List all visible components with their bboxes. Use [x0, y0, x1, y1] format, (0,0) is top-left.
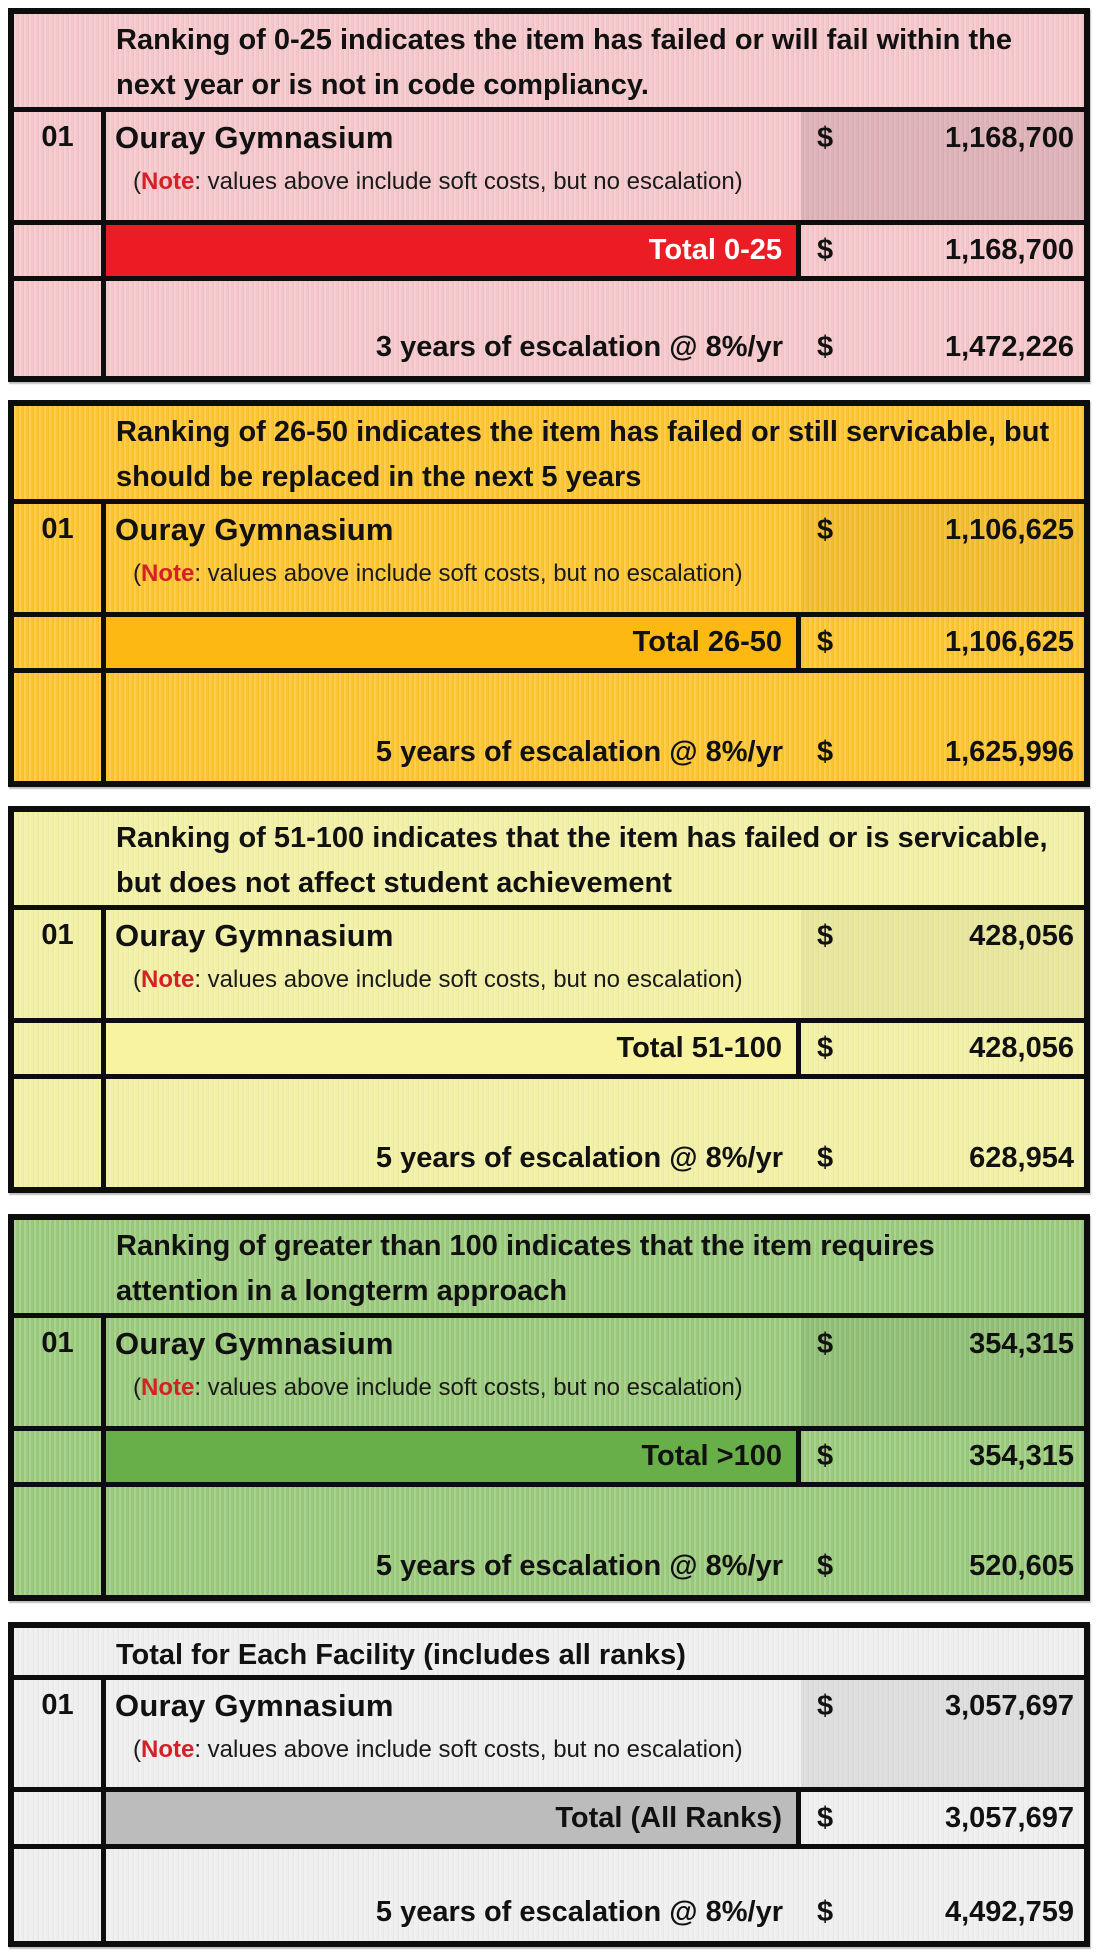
facility-amount: 1,106,625: [944, 514, 1074, 546]
note-highlight: Note: [141, 168, 195, 195]
facility-name: Ouray Gymnasium: [115, 120, 394, 155]
facility-amount-cell: [801, 910, 1084, 1018]
escalation-amount-cell: [801, 281, 1084, 376]
facility-name: Ouray Gymnasium: [115, 918, 394, 953]
empty-number-cell: [14, 1023, 106, 1074]
escalation-row: [14, 1079, 1084, 1187]
section-rank-26-50: [8, 400, 1090, 787]
total-label-bar: [106, 1023, 801, 1074]
total-amount: 1,106,625: [944, 626, 1074, 658]
total-amount-cell: [801, 1792, 1084, 1844]
section-header-row: [14, 406, 1084, 504]
escalation-amount: 4,492,759: [944, 1896, 1074, 1928]
note-prefix: (: [133, 1374, 141, 1401]
section-rank-51-100: [8, 806, 1090, 1193]
facility-cell: [106, 504, 801, 612]
total-amount-cell: [801, 225, 1084, 276]
escalation-label: 5 years of escalation @ 8%/yr: [375, 1550, 783, 1582]
escalation-label: 5 years of escalation @ 8%/yr: [375, 1896, 783, 1928]
note-highlight: Note: [141, 560, 195, 587]
currency-symbol: $: [817, 920, 834, 952]
currency-symbol: $: [817, 1440, 834, 1472]
section-header-text: Total for Each Facility (includes all ranks): [116, 1639, 686, 1671]
total-label: Total 51-100: [616, 1032, 782, 1064]
facility-row: [14, 910, 1084, 1023]
section-header-text: Ranking of 51-100 indicates that the item has failed or is servicable, but does not affect student achievement: [116, 822, 1048, 899]
note-text: [106, 1374, 801, 1402]
facility-row: [14, 1318, 1084, 1431]
note-rest: : values above include soft costs, but no escalation): [194, 168, 743, 195]
total-row: [14, 1431, 1084, 1487]
facility-amount: 428,056: [969, 920, 1074, 952]
currency-symbol: $: [817, 1142, 834, 1174]
section-header-text: Ranking of greater than 100 indicates that the item requires attention in a longterm approach: [116, 1230, 935, 1307]
facility-amount-cell: [801, 1680, 1084, 1787]
total-label-bar: [106, 617, 801, 668]
facility-amount-cell: [801, 112, 1084, 220]
currency-symbol: $: [817, 234, 834, 266]
currency-symbol: $: [817, 514, 834, 546]
note-text: [106, 560, 801, 588]
note-prefix: (: [133, 560, 141, 587]
total-label-bar: [106, 1792, 801, 1844]
facility-amount: 354,315: [969, 1328, 1074, 1360]
facility-amount: 3,057,697: [944, 1690, 1074, 1722]
facility-cell: [106, 1318, 801, 1426]
total-label: Total 0-25: [648, 234, 782, 266]
facility-number: 01: [14, 1318, 106, 1426]
facility-name: Ouray Gymnasium: [115, 1326, 394, 1361]
currency-symbol: $: [817, 1550, 834, 1582]
total-row: [14, 225, 1084, 281]
facility-amount: 1,168,700: [944, 122, 1074, 154]
total-amount-cell: [801, 1431, 1084, 1482]
facility-number: 01: [14, 1680, 106, 1787]
total-amount: 354,315: [969, 1440, 1074, 1472]
note-rest: : values above include soft costs, but no escalation): [194, 1374, 743, 1401]
empty-number-cell: [14, 225, 106, 276]
total-label-bar: [106, 225, 801, 276]
section-header-text: Ranking of 26-50 indicates the item has failed or still servicable, but should be replaced in the next 5 years: [116, 416, 1050, 493]
total-label: Total >100: [641, 1440, 782, 1472]
section-header-row: [14, 812, 1084, 910]
note-rest: : values above include soft costs, but no escalation): [194, 1736, 743, 1763]
escalation-amount: 1,472,226: [944, 331, 1074, 363]
empty-number-cell: [14, 1079, 106, 1187]
escalation-label: 5 years of escalation @ 8%/yr: [375, 736, 783, 768]
currency-symbol: $: [817, 1801, 834, 1834]
currency-symbol: $: [817, 331, 834, 363]
note-text: [106, 168, 801, 196]
facility-number: 01: [14, 910, 106, 1018]
total-row: [14, 1023, 1084, 1079]
escalation-amount-cell: [801, 673, 1084, 781]
total-amount: 3,057,697: [944, 1801, 1074, 1834]
section-header-text: Ranking of 0-25 indicates the item has failed or will fail within the next year or is not in code compliancy.: [116, 24, 1012, 101]
total-row: [14, 1792, 1084, 1849]
escalation-row: [14, 1849, 1084, 1941]
currency-symbol: $: [817, 1690, 834, 1722]
escalation-amount-cell: [801, 1079, 1084, 1187]
escalation-row: [14, 673, 1084, 781]
facility-amount-cell: [801, 1318, 1084, 1426]
note-prefix: (: [133, 966, 141, 993]
total-amount-cell: [801, 617, 1084, 668]
note-prefix: (: [133, 168, 141, 195]
total-amount: 428,056: [969, 1032, 1074, 1064]
escalation-amount: 520,605: [969, 1550, 1074, 1582]
facility-cell: [106, 1680, 801, 1787]
total-label: Total (All Ranks): [555, 1801, 782, 1834]
escalation-amount-cell: [801, 1849, 1084, 1941]
escalation-row: [14, 281, 1084, 376]
section-header-row: [14, 1628, 1084, 1680]
section-header-row: [14, 14, 1084, 112]
empty-number-cell: [14, 617, 106, 668]
section-header-row: [14, 1220, 1084, 1318]
empty-number-cell: [14, 281, 106, 376]
total-label-bar: [106, 1431, 801, 1482]
note-text: [106, 1736, 801, 1764]
facility-name: Ouray Gymnasium: [115, 1688, 394, 1723]
empty-number-cell: [14, 673, 106, 781]
empty-number-cell: [14, 1431, 106, 1482]
note-highlight: Note: [141, 1736, 195, 1763]
note-highlight: Note: [141, 966, 195, 993]
facility-row: [14, 112, 1084, 225]
empty-number-cell: [14, 1849, 106, 1941]
note-text: [106, 966, 801, 994]
escalation-row: [14, 1487, 1084, 1595]
empty-number-cell: [14, 1487, 106, 1595]
escalation-amount: 1,625,996: [944, 736, 1074, 768]
note-rest: : values above include soft costs, but no escalation): [194, 560, 743, 587]
facility-number: 01: [14, 504, 106, 612]
section-rank-gt-100: [8, 1214, 1090, 1601]
total-label: Total 26-50: [632, 626, 782, 658]
facility-row: [14, 1680, 1084, 1792]
facility-name: Ouray Gymnasium: [115, 512, 394, 547]
section-total-all-ranks: [8, 1622, 1090, 1947]
escalation-amount-cell: [801, 1487, 1084, 1595]
total-amount-cell: [801, 1023, 1084, 1074]
facility-cell: [106, 112, 801, 220]
facility-amount-cell: [801, 504, 1084, 612]
currency-symbol: $: [817, 1032, 834, 1064]
escalation-amount: 628,954: [969, 1142, 1074, 1174]
section-rank-0-25: [8, 8, 1090, 382]
currency-symbol: $: [817, 1328, 834, 1360]
total-amount: 1,168,700: [944, 234, 1074, 266]
note-prefix: (: [133, 1736, 141, 1763]
currency-symbol: $: [817, 122, 834, 154]
escalation-label: 3 years of escalation @ 8%/yr: [375, 331, 783, 363]
note-highlight: Note: [141, 1374, 195, 1401]
empty-number-cell: [14, 1792, 106, 1844]
currency-symbol: $: [817, 1896, 834, 1928]
currency-symbol: $: [817, 626, 834, 658]
facility-cell: [106, 910, 801, 1018]
escalation-label: 5 years of escalation @ 8%/yr: [375, 1142, 783, 1174]
facility-row: [14, 504, 1084, 617]
total-row: [14, 617, 1084, 673]
facility-number: 01: [14, 112, 106, 220]
note-rest: : values above include soft costs, but no escalation): [194, 966, 743, 993]
currency-symbol: $: [817, 736, 834, 768]
